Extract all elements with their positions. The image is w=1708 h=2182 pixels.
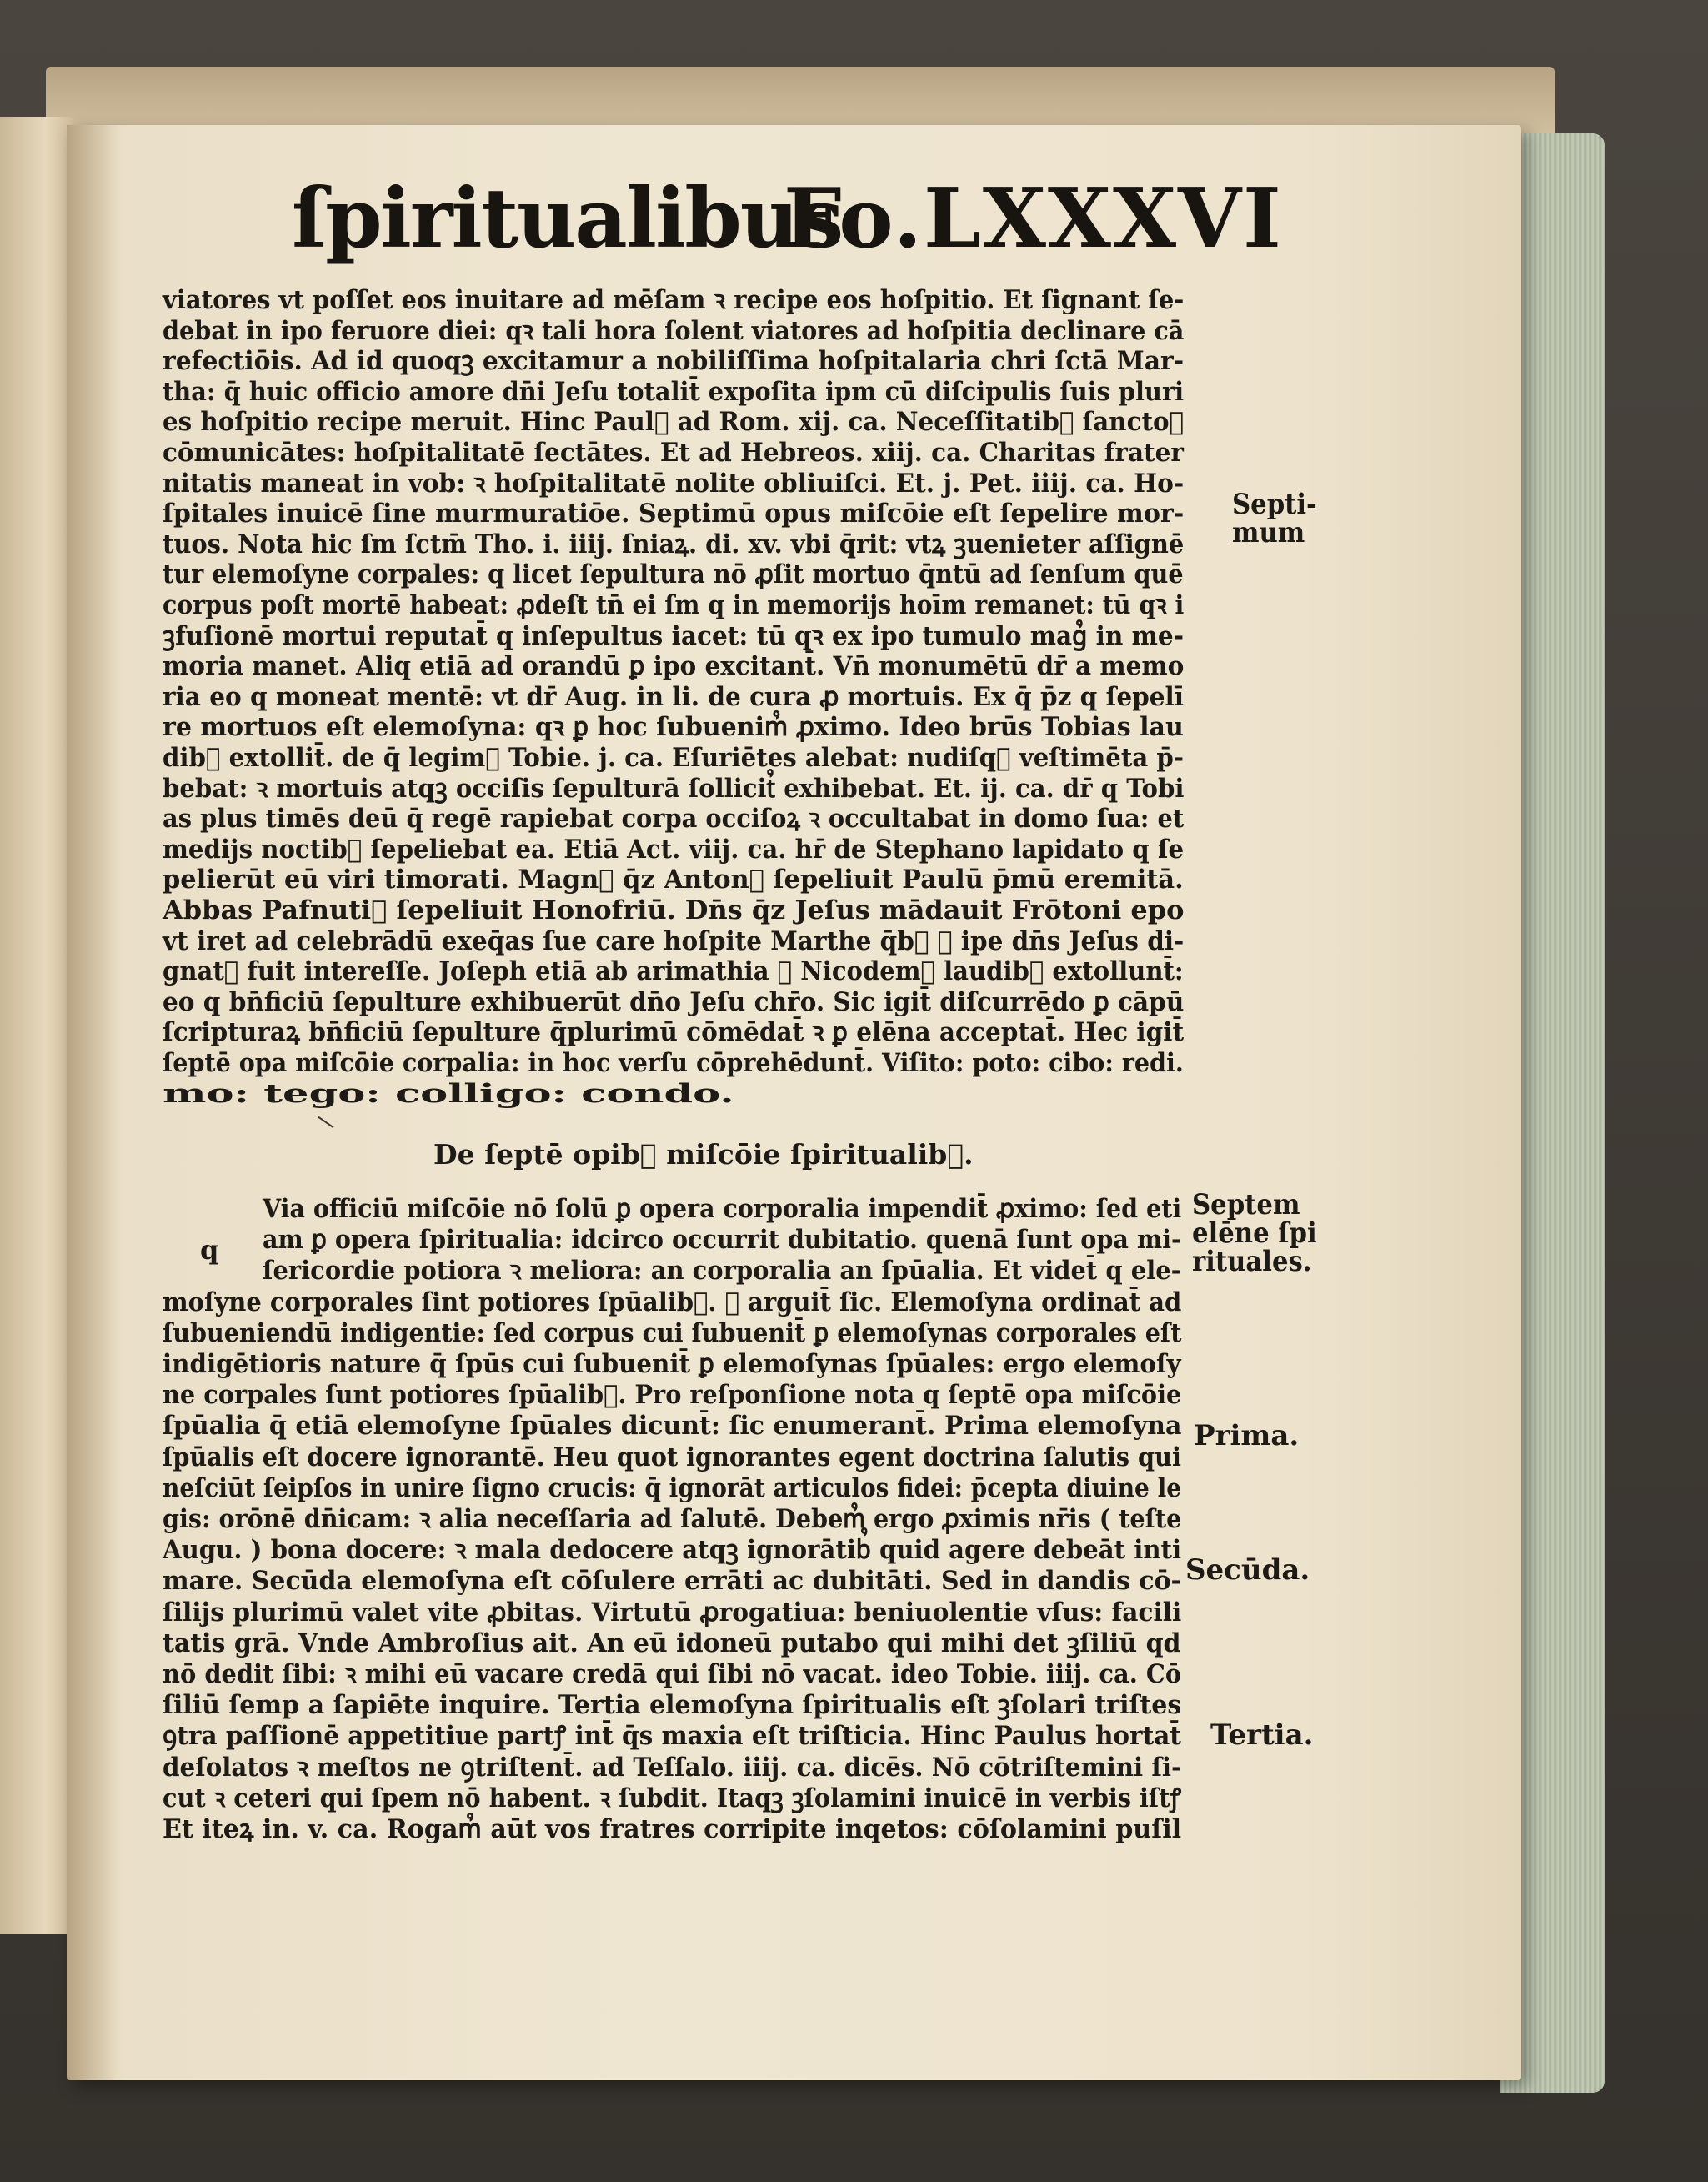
text-line: indigētioris nature q̄ ſpūs cui ſubuenit̄ ꝑ elemoſynas ſpūales: ergo elemoſy (163, 1349, 1181, 1379)
text-line: refectiōis. Ad id quoqꝫ excitamur a nobiliſſima hoſpitalaria chri ſctā Mar- (163, 346, 1185, 377)
text-line: nitatis maneat in vob: ꝛ hoſpitalitatē nolite obliuiſci. Et. j. Pet. iiij. ca. Ho- (163, 468, 1185, 499)
running-head (292, 171, 1283, 271)
text-line: mo: tego: colligo: condo. (163, 1078, 734, 1109)
text-line: ne corpales ſunt potiores ſpūalib᷒. Pro reſponſione nota q ſeptē opa miſcōie (163, 1380, 1182, 1411)
margin-note-line: mum (1232, 516, 1305, 549)
text-line: Et iteꝝ in. v. ca. Rogam᷒ aūt vos fratres corripite inqetos: cōſolamini puſil (163, 1814, 1182, 1844)
text-line: ſcripturaꝝ bn̄ficiū ſepulture q̄plurimū cōmēdat̄ ꝛ ꝑ elēna acceptat̄. Hec igit̄ (163, 1017, 1185, 1048)
folio-number: Fo.LXXXVI (784, 171, 1283, 267)
text-line: ꝫfuſionē mortui reputat̄ q inſepultus iacet: tū qꝛ ex ipo tumulo mag᷒ in me- (163, 620, 1184, 651)
margin-note-line: Septem (1192, 1188, 1300, 1221)
margin-note-tertia: Tertia. (1210, 1718, 1314, 1752)
margin-note-line: Septi- (1232, 488, 1317, 521)
text-line: gis: orōnē dn̄icam: ꝛ alia neceſſaria ad ſalutē. Debem᷒ ergo ꝓximis nr̄is ( teſte (163, 1504, 1182, 1534)
left-page-edge (0, 117, 75, 1934)
page-gutter-shadow (67, 125, 117, 2080)
text-line: Augu. ) bona docere: ꝛ mala dedocere atqꝫ ignorātib᷒ quid agere debeāt inti (163, 1535, 1182, 1566)
margin-note-line: elēne ſpi (1192, 1216, 1317, 1250)
text-line: ſpūalia q̄ etiā elemoſyne ſpūales dicunt̄: ſic enumerant̄. Prima elemoſyna (163, 1411, 1182, 1442)
text-line: dib᷒ extollit̄. de q̄ legim᷒ Tobie. j. ca. Eſuriētes alebat: nudiſqꝫ veſtimēta p̄- (163, 743, 1184, 773)
text-line: moria manet. Aliq etiā ad orandū ꝑ ipo excitant̄. Vn̄ monumētū dr̄ a memo (163, 651, 1185, 682)
text-line: tuos. Nota hic ſm ſctm̄ Tho. i. iiij. ſniaꝝ. di. xv. vbi q̄rit: vtꝝ ꝫuenieter aſſignē (163, 529, 1185, 559)
text-line: Via officiū miſcōie nō ſolū ꝑ opera corporalia impendit̄ ꝓximo: ſed eti (263, 1194, 1182, 1224)
text-line: nō dedit ſibi: ꝛ mihi eū vacare credā qui ſibi nō vacat. ideo Tobie. iiij. ca. Cō (163, 1659, 1182, 1689)
text-line: gnat᷒ fuit intereſſe. Joſeph etiā ab arimathia ꝛ Nicodem᷒ laudib᷒ extollunt̄: (163, 956, 1184, 987)
text-line: debat in ipo feruore diei: qꝛ tali hora ſolent viatores ad hoſpitia declinare cā (163, 315, 1185, 346)
text-line: ſilijs plurimū valet vite ꝓbitas. Virtutū ꝓrogatiua: beniuolentie vſus: facili (163, 1597, 1182, 1628)
text-line: ſeptē opa miſcōie corpalia: in hoc verſu cōprehēdunt̄. Viſito: poto: cibo: redi. (163, 1048, 1184, 1078)
margin-note-septimum (1232, 490, 1317, 547)
text-line: ꝯtra paſſionē appetitiue partꝭ int̄ q̄s maxia eſt triſticia. Hinc Paulus hortat̄ (163, 1721, 1181, 1752)
text-line: corpus poſt mortē habeat: ꝓdeſt tn̄ ei ſm q in memorijs hoīm remanet: tū qꝛ i (163, 590, 1185, 620)
text-line: ſiliū ſemp a ſapiēte inquire. Tertia elemoſyna ſpiritualis eſt ꝫſolari triſtes (163, 1690, 1182, 1721)
text-line: re mortuos eſt elemoſyna: qꝛ ꝑ hoc ſubuenim᷒ ꝓximo. Ideo brūs Tobias lau (163, 712, 1184, 743)
text-line: es hoſpitio recipe meruit. Hinc Paul᷒ ad Rom. xij. ca. Neceſſitatib᷒ ſanctoꝝ (163, 407, 1185, 438)
margin-note-prima: Prima. (1194, 1419, 1300, 1452)
text-line: deſolatos ꝛ meſtos ne ꝯtriſtent̄. ad Teſſalo. iiij. ca. dicēs. Nō cōtriſtemini ſi- (163, 1752, 1182, 1783)
text-line: vt iret ad celebrādū exeq̄as ſue care hoſpite Marthe q̄b᷒ ꝛ ipe dn̄s Jeſus di- (163, 925, 1185, 956)
text-line: ſubueniendū indigentie: ſed corpus cui ſubuenit̄ ꝑ elemoſynas corporales eſt (163, 1317, 1182, 1348)
text-line: ſericordie potiora ꝛ meliora: an corporalia an ſpūalia. Et videt̄ q ele- (263, 1256, 1181, 1287)
text-line: moſyne corporales ſint potiores ſpūalib᷒. ꝛ arguit̄ ſic. Elemoſyna ordinat̄ ad (163, 1287, 1182, 1317)
text-line: tha: q̄ huic officio amore dn̄i Jeſu totalit̄ expoſita ipm cū diſcipulis ſuis pluri (163, 376, 1185, 407)
text-line: viatores vt poſſet eos inuitare ad mēſam ꝛ recipe eos hoſpitio. Et ſignant ſe- (163, 285, 1185, 315)
text-line: ſpūalis eſt docere ignorantē. Heu quot ignorantes egent doctrina ſalutis qui (163, 1442, 1181, 1472)
text-line: cōmunicātes: hoſpitalitatē ſectātes. Et ad Hebreos. xiij. ca. Charitas frater (163, 438, 1184, 468)
text-line: tur elemoſyne corpales: q licet ſepultura nō ꝓſit mortuo q̄ntū ad ſenſum quē (163, 559, 1184, 590)
text-line: am ꝑ opera ſpiritualia: idcirco occurrit dubitatio. quenā ſunt opa mi- (263, 1225, 1181, 1256)
text-line: bebat: ꝛ mortuis atqꝫ occiſis ſepulturā ſollicit᷒ exhibebat. Et. ij. ca. dr̄ q Tobi (163, 773, 1185, 804)
text-line: ria eo q moneat mentē: vt dr̄ Aug. in li. de cura ꝓ mortuis. Ex q̄ p̄z q ſepelī (163, 681, 1184, 712)
text-line: mare. Secūda elemoſyna eſt cōſulere errāti ac dubitāti. Sed in dandis cō- (163, 1566, 1181, 1597)
running-head-title: ſpiritualibus (292, 171, 843, 267)
section-heading: De ſeptē opib᷒ miſcōie ſpiritualib᷒. (433, 1138, 974, 1171)
text-line: ſpitales inuicē ſine murmuratiōe. Septimū opus miſcōie eſt ſepelire mor- (163, 499, 1185, 529)
margin-note-line: rituales. (1192, 1245, 1312, 1278)
text-line: pelierūt eū viri timorati. Magn᷒ q̄z Anton᷒ ſepeliuit Paulū p̄mū eremitā. (163, 865, 1184, 895)
text-line: tatis grā. Vnde Ambroſius ait. An eū idoneū putabo qui mihi det ꝫſiliū qd (163, 1628, 1181, 1658)
text-line: Abbas Pafnuti᷒ ſepeliuit Honofriū. Dn̄s q̄z Jeſus mādauit Frōtoni epo (163, 895, 1185, 925)
text-line: medijs noctib᷒ ſepeliebat ea. Etiā Act. viij. ca. hr̄ de Stephano lapidato q ſe (163, 834, 1185, 865)
text-line: cut ꝛ ceteri qui ſpem nō habent. ꝛ ſubdit. Itaqꝫ ꝫſolamini inuicē in verbis iſtꝭ (163, 1783, 1182, 1813)
text-line: as plus timēs deū q̄ regē rapiebat corpa occiſoꝝ ꝛ occultabat in domo ſua: et (163, 804, 1185, 835)
text-line: eo q bn̄ficiū ſepulture exhibuerūt dn̄o Jeſu chr̄o. Sic igit̄ diſcurrēdo ꝑ cāpū (163, 986, 1185, 1017)
initial-letter: q (200, 1234, 219, 1266)
margin-note-septem (1192, 1188, 1317, 1278)
margin-note-secunda: Secūda. (1185, 1553, 1310, 1587)
text-line: neſciūt ſeipſos in unire ſigno crucis: q̄ ignorāt articulos fidei: p̄cepta diuine le (163, 1472, 1182, 1503)
